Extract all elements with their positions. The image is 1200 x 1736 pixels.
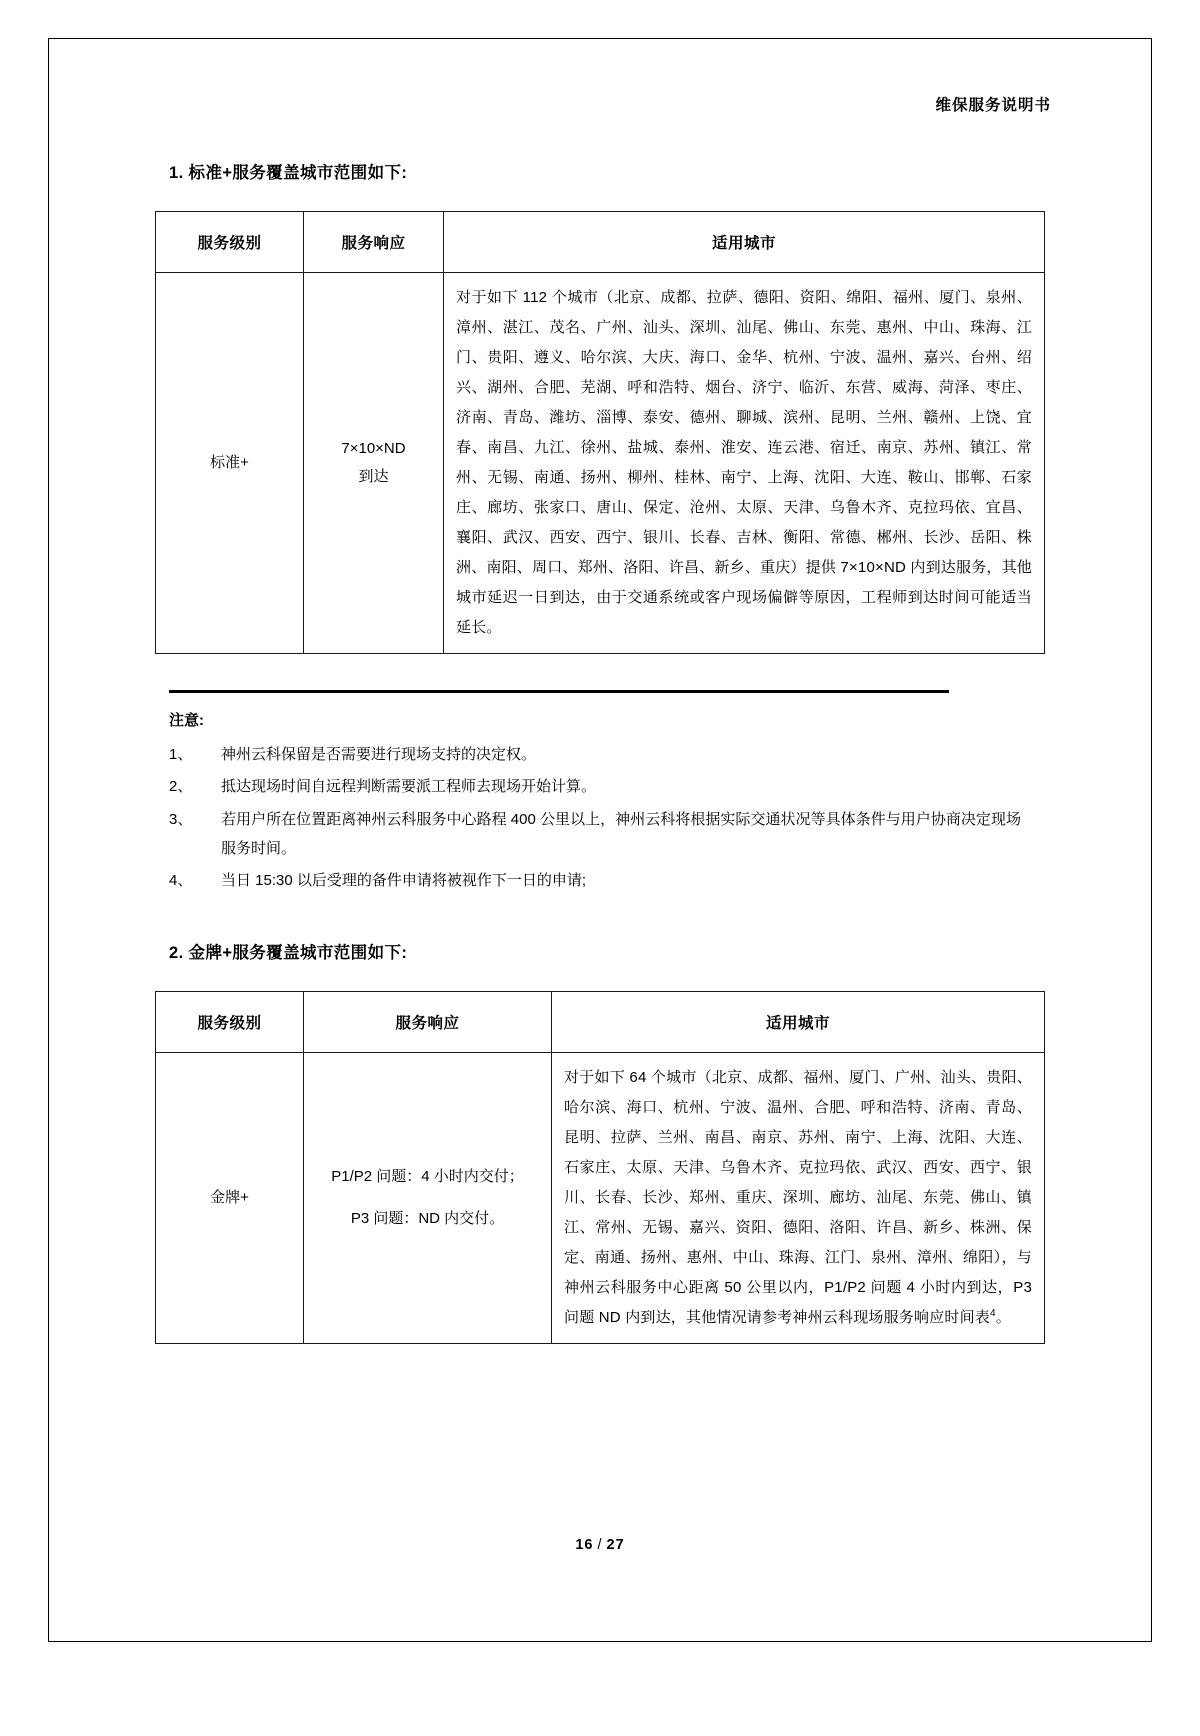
table-row xyxy=(156,273,1045,654)
section-1-heading: 1. 标准+服务覆盖城市范围如下: xyxy=(169,164,408,182)
notes-divider xyxy=(169,690,949,693)
response-line-1: P1/P2 问题：4 小时内交付； xyxy=(331,1167,524,1185)
list-item xyxy=(169,805,1093,864)
response-line-1: 7×10×ND xyxy=(341,439,406,457)
table-header-row xyxy=(156,992,1045,1053)
note-text: 抵达现场时间自远程判断需要派工程师去现场开始计算。 xyxy=(221,778,597,796)
gold-plus-coverage-table xyxy=(155,991,1045,1344)
document-page xyxy=(48,38,1152,1642)
cell-applicable-cities: 对于如下 112 个城市（北京、成都、拉萨、德阳、资阳、绵阳、福州、厦门、泉州、漳州、湛江、茂名、广州、汕头、深圳、汕尾、佛山、东莞、惠州、中山、珠海、江门、贵阳、遵义、哈尔滨、大庆、海口、金华、杭州、宁波、温州、嘉兴、台州、绍兴、湖州、合肥、芜湖、呼和浩特、烟台、济宁、临沂、东营、威海、菏泽、枣庄、济南、青岛、潍坊、淄博、泰安、德州、聊城、滨州、昆明、兰州、赣州、上饶、宜春、南昌、九江、徐州、盐城、泰州、淮安、连云港、宿迁、南京、苏州、镇江、常州、无锡、南通、扬州、柳州、桂林、南宁、上海、沈阳、大连、鞍山、邯郸、石家庄、廊坊、张家口、唐山、保定、沧州、太原、天津、乌鲁木齐、克拉玛依、宜昌、襄阳、武汉、西安、西宁、银川、长春、吉林、衡阳、常德、郴州、长沙、岳阳、株洲、南阳、周口、郑州、洛阳、许昌、新乡、重庆）提供 7×10×ND 内到达服务，其他城市延迟一日到达，由于交通系统或客户现场偏僻等原因，工程师到达时间可能适当延长。 xyxy=(444,273,1045,654)
standard-plus-coverage-table xyxy=(155,211,1045,654)
response-line-2: 到达 xyxy=(358,468,389,485)
notes-title: 注意: xyxy=(169,712,204,729)
section-2-heading: 2. 金牌+服务覆盖城市范围如下: xyxy=(169,944,408,963)
note-number: 2、 xyxy=(169,778,193,796)
cell-service-response xyxy=(304,273,444,654)
table-row xyxy=(156,1053,1045,1344)
list-item xyxy=(169,772,1093,801)
notes-list xyxy=(169,740,1093,895)
document-header-title: 维保服务说明书 xyxy=(935,97,1051,114)
response-spacer xyxy=(316,1191,539,1205)
response-line-2: P3 问题：ND 内交付。 xyxy=(350,1210,505,1228)
list-item xyxy=(169,866,1093,895)
note-number: 1、 xyxy=(169,746,193,763)
column-header-applicable-cities: 适用城市 xyxy=(552,992,1045,1053)
column-header-service-response: 服务响应 xyxy=(304,212,444,273)
cell-service-response xyxy=(304,1053,552,1344)
note-text: 若用户所在位置距离神州云科服务中心路程 400 公里以上，神州云科将根据实际交通状况等具体条件与用户协商决定现场服务时间。 xyxy=(221,810,1021,857)
note-text: 神州云科保留是否需要进行现场支持的决定权。 xyxy=(221,746,537,763)
cell-service-level: 标准+ xyxy=(156,273,304,654)
cell-service-level: 金牌+ xyxy=(156,1053,304,1344)
column-header-service-level: 服务级别 xyxy=(156,992,304,1053)
note-number: 3、 xyxy=(169,810,193,828)
list-item xyxy=(169,740,1093,769)
total-page-number: 27 xyxy=(606,1537,625,1553)
page-footer xyxy=(49,1537,1151,1553)
note-text: 当日 15:30 以后受理的备件申请将被视作下一日的申请; xyxy=(221,872,587,889)
page-content xyxy=(49,39,1151,1344)
column-header-service-level: 服务级别 xyxy=(156,212,304,273)
table-header-row xyxy=(156,212,1045,273)
footnote-marker: 4 xyxy=(990,1308,996,1320)
note-number: 4、 xyxy=(169,872,193,889)
column-header-applicable-cities: 适用城市 xyxy=(444,212,1045,273)
page-separator: / xyxy=(597,1537,603,1553)
column-header-service-response: 服务响应 xyxy=(304,992,552,1053)
cell-applicable-cities xyxy=(552,1053,1045,1344)
cities-text: 对于如下 64 个城市（北京、成都、福州、厦门、广州、汕头、贵阳、哈尔滨、海口、杭州、宁波、温州、合肥、呼和浩特、济南、青岛、昆明、拉萨、兰州、南昌、南京、苏州、南宁、上海、沈阳、大连、石家庄、太原、天津、乌鲁木齐、克拉玛依、武汉、西安、西宁、银川、长春、长沙、郑州、重庆、深圳、廊坊、汕尾、东莞、佛山、镇江、常州、无锡、嘉兴、资阳、德阳、洛阳、许昌、新乡、株洲、保定、南通、扬州、惠州、中山、珠海、江门、泉州、漳州、绵阳），与神州云科服务中心距离 50 公里以内，P1/P2 问题 4 小时内到达，P3 问题 ND 内到达，其他情况请参考神州云科现场服务响应时间表 xyxy=(564,1069,1032,1327)
cities-text-tail: 。 xyxy=(995,1309,1011,1327)
current-page-number: 16 xyxy=(575,1537,594,1553)
